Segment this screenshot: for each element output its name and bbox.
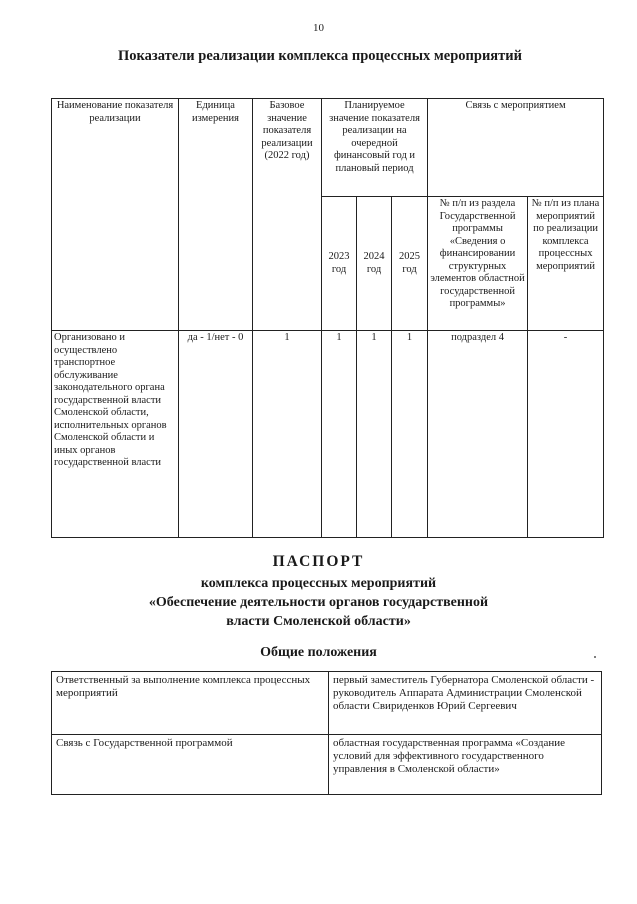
header-year-2025: 2025 год <box>392 197 428 331</box>
passport-subtitle <box>0 574 637 631</box>
header-indicator-name: Наименование показателя реализации <box>52 99 179 331</box>
header-planned-value: Планируемое значение показателя реализации на очередной финансовый год и плановый период <box>322 99 428 197</box>
header-unit: Единица измерения <box>179 99 253 331</box>
scan-speck <box>594 656 596 658</box>
header-link-program: № п/п из раздела Государственной программы «Сведения о финансировании структурных элементов областной государственной программы» <box>428 197 528 331</box>
responsible-value: первый заместитель Губернатора Смоленской области - руководитель Аппарата Администрации Смоленской области Свириденков Юрий Сергеевич <box>329 672 602 735</box>
cell-2025: 1 <box>392 331 428 538</box>
program-link-label: Связь с Государственной программой <box>52 735 329 795</box>
header-base-value: Базовое значение показателя реализации (2022 год) <box>253 99 322 331</box>
page-number: 10 <box>313 22 324 34</box>
header-year-2024: 2024 год <box>357 197 392 331</box>
passport-title: ПАСПОРТ <box>272 553 365 570</box>
table-row <box>52 331 604 538</box>
section-title: Показатели реализации комплекса процессных мероприятий <box>118 48 522 64</box>
general-provisions-table <box>51 671 602 795</box>
indicators-table <box>51 98 604 538</box>
passport-subtitle-line1: комплекса процессных мероприятий <box>200 576 437 591</box>
cell-2024: 1 <box>357 331 392 538</box>
header-link-plan: № п/п из плана мероприятий по реализации комплекса процессных мероприятий <box>528 197 604 331</box>
responsible-label: Ответственный за выполнение комплекса процессных мероприятий <box>52 672 329 735</box>
cell-program-ref: подраздел 4 <box>428 331 528 538</box>
cell-base-value: 1 <box>253 331 322 538</box>
header-link: Связь с мероприятием <box>428 99 604 197</box>
program-link-value: областная государственная программа «Создание условий для эффективного государственного управления в Смоленской области» <box>329 735 602 795</box>
table-row <box>52 672 602 735</box>
cell-unit: да - 1/нет - 0 <box>179 331 253 538</box>
header-year-2023: 2023 год <box>322 197 357 331</box>
cell-indicator-name: Организовано и осуществлено транспортное обслуживание законодательного органа государственной власти Смоленской области, исполнительных органов Смоленской области и иных органов государственной власти <box>52 331 179 538</box>
passport-subtitle-line3: власти Смоленской области» <box>226 614 411 629</box>
passport-subtitle-line2: «Обеспечение деятельности органов государственной <box>148 595 489 610</box>
general-provisions-title: Общие положения <box>260 645 377 660</box>
table-row <box>52 735 602 795</box>
cell-2023: 1 <box>322 331 357 538</box>
cell-plan-ref: - <box>528 331 604 538</box>
